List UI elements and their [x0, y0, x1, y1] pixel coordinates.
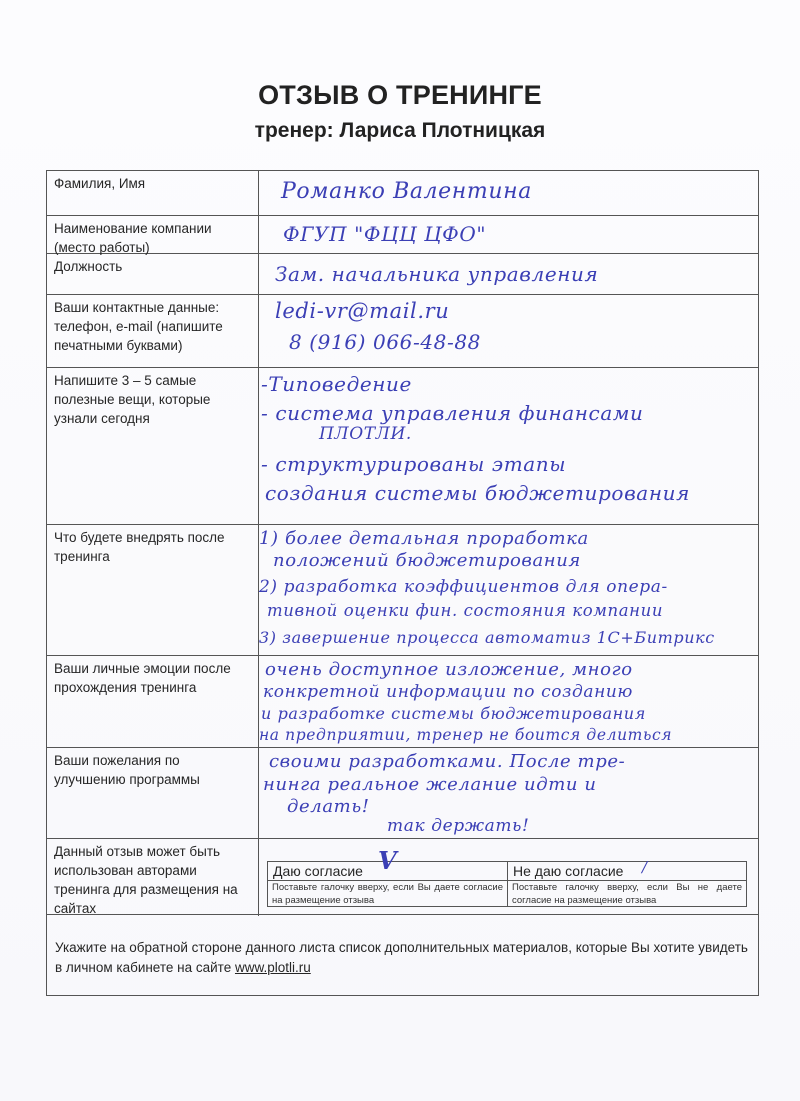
form-subtitle: тренер: Лариса Плотницкая — [254, 119, 546, 142]
label-consent: Данный отзыв может быть использован авторами тренинга для размещения на сайтах — [47, 839, 259, 916]
row-company — [47, 216, 758, 254]
row-implement — [47, 525, 758, 656]
answer-contacts[interactable] — [259, 295, 758, 367]
consent-disagree-option[interactable] — [507, 858, 746, 906]
label-company: Наименование компании (место работы) — [47, 216, 259, 253]
consent-disagree-label: Не даю согласие — [508, 862, 746, 881]
label-position: Должность — [47, 254, 259, 294]
answer-implement[interactable] — [259, 525, 758, 655]
handwritten-line: 3) завершение процесса автоматиз 1С+Битрикс — [259, 628, 715, 647]
handwritten-line: на предприятии, тренер не боится делиться — [259, 726, 673, 744]
handwritten-line: -Типоведение — [261, 372, 412, 396]
row-position — [47, 254, 758, 295]
answer-company[interactable] — [259, 216, 758, 253]
website-link[interactable]: www.plotli.ru — [234, 960, 311, 975]
label-implement: Что будете внедрять после тренинга — [47, 525, 259, 655]
row-useful-things — [47, 368, 758, 525]
stray-mark-icon: / — [642, 858, 648, 876]
row-wishes — [47, 748, 758, 839]
handwritten-line: своими разработками. После тре- — [269, 751, 626, 772]
handwritten-line: создания системы бюджетирования — [265, 481, 690, 505]
handwritten-line: 8 (916) 066-48-88 — [289, 330, 482, 354]
handwritten-line: Романко Валентина — [281, 179, 532, 204]
handwritten-line: делать! — [287, 796, 370, 817]
footer-text: Укажите на обратной стороне данного листа список дополнительных материалов, которые Вы хотите увидеть в личном кабинете на сайте — [55, 940, 748, 975]
handwritten-line: очень доступное изложение, много — [265, 659, 633, 680]
label-full-name: Фамилия, Имя — [47, 171, 259, 215]
label-useful-things: Напишите 3 – 5 самые полезные вещи, которые узнали сегодня — [47, 368, 259, 524]
consent-disagree-note: Поставьте галочку вверху, если Вы не даете согласие на размещение отзыва — [512, 882, 742, 906]
handwritten-line: Зам. начальника управления — [275, 262, 599, 286]
row-emotions — [47, 656, 758, 748]
handwritten-line: 1) более детальная проработка — [259, 528, 589, 549]
handwritten-line: ledi-vr@mail.ru — [275, 299, 450, 323]
answer-wishes[interactable] — [259, 748, 758, 838]
label-contacts: Ваши контактные данные: телефон, e-mail (напишите печатными буквами) — [47, 295, 259, 367]
handwritten-line: ФГУП "ФЦЦ ЦФО" — [283, 222, 487, 246]
answer-useful-things[interactable] — [259, 368, 758, 524]
label-emotions: Ваши личные эмоции после прохождения тренинга — [47, 656, 259, 747]
answer-position[interactable] — [259, 254, 758, 294]
label-wishes: Ваши пожелания по улучшению программы — [47, 748, 259, 838]
row-consent — [47, 839, 758, 916]
consent-options — [267, 846, 747, 907]
form-title: ОТЗЫВ О ТРЕНИНГЕ — [258, 80, 542, 110]
answer-full-name[interactable] — [259, 171, 758, 215]
answer-emotions[interactable] — [259, 656, 758, 747]
handwritten-line: - структурированы этапы — [261, 452, 567, 476]
feedback-table — [46, 170, 759, 915]
handwritten-line: и разработке системы бюджетирования — [261, 704, 646, 723]
handwritten-line: нинга реальное желание идти и — [263, 774, 597, 795]
consent-agree-note: Поставьте галочку вверху, если Вы даете согласие на размещение отзыва — [272, 882, 503, 906]
handwritten-line: тивной оценки фин. состояния компании — [267, 601, 664, 620]
row-contacts — [47, 295, 758, 368]
handwritten-line: 2) разработка коэффициентов для опера- — [259, 577, 668, 597]
footer-note — [46, 914, 759, 996]
handwritten-line: конкретной информации по созданию — [263, 682, 633, 702]
handwritten-line: ПЛОТЛИ. — [319, 424, 412, 444]
handwritten-line: положений бюджетирования — [273, 550, 581, 571]
consent-agree-label: Даю согласие — [268, 862, 507, 881]
consent-agree-option[interactable] — [268, 846, 507, 906]
check-mark-icon: V — [378, 846, 397, 875]
row-full-name — [47, 171, 758, 216]
handwritten-line: - система управления финансами — [261, 401, 644, 425]
handwritten-line: так держать! — [387, 816, 530, 836]
